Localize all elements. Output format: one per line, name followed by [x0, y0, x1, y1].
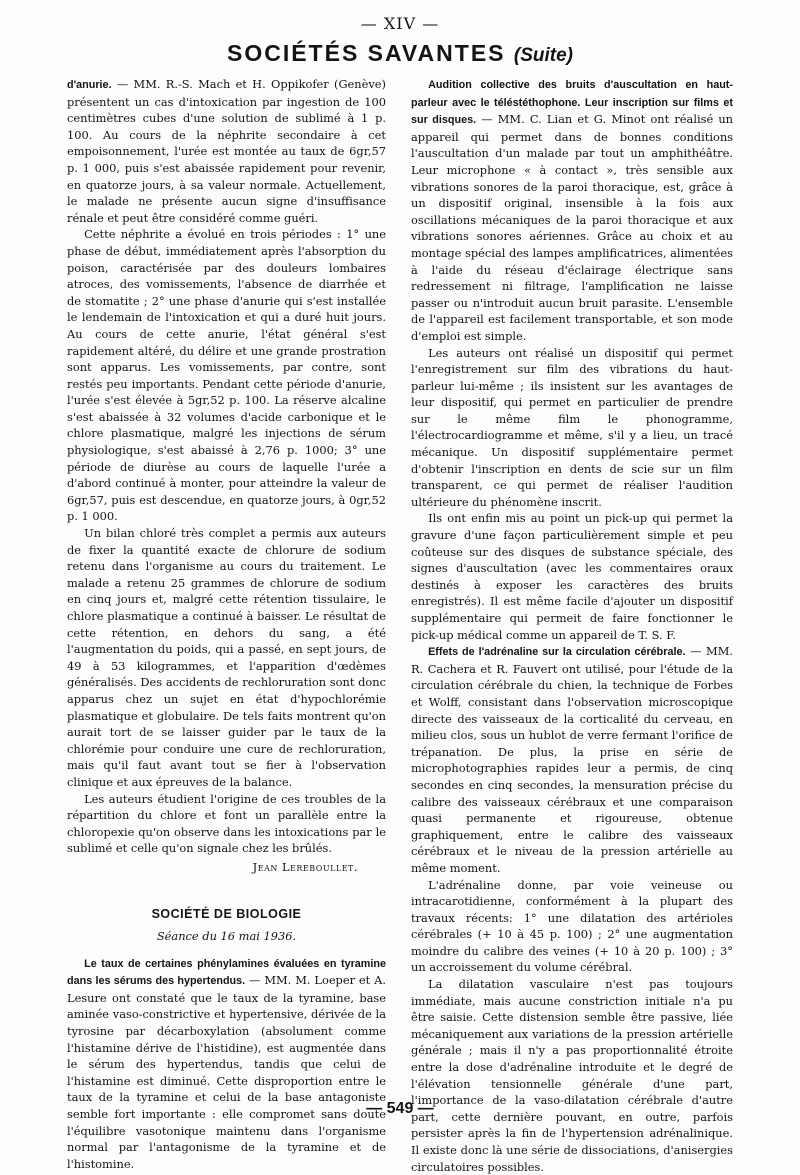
paragraph-text: — MM. R.-S. Mach et H. Oppikofer (Genève) présentent un cas d'intoxication par ingestion de 100 centimètres cubes d'une solution de sublimé à 1 p. 100. Au cours de la néphrite secondaire à cet empoisonnement, l'urée est montée au taux de 6gr,57 p. 1 000, puis s'est abaissée rapidement pour revenir, en quatorze jours, à sa valeur normale. Actuellement, le malade ne présente aucun signe d'insuffisance rénale et peut être considéré comme guéri.: [67, 77, 386, 225]
paragraph: La dilatation vasculaire n'est pas toujours immédiate, mais aucune constriction initiale n'a pu être saisie. Cette distension semble être passive, liée mécaniquement aux variations de la pression artérielle générale ; mais il n'y a pas proportionnalité étroite entre la dose d'adrénaline introduite et le degré de l'élévation tensionnelle générale d'une part, l'importance de la vaso-dilatation cérébrale d'autre part, cette dernière pouvant, en outre, parfois persister après la fin de l'hypertension adrénalinique. Il existe donc là une série de dissociations, d'anisergies circulatoires possibles.: [411, 977, 733, 1174]
section-title: SOCIÉTÉ DE BIOLOGIE: [151, 906, 302, 921]
header-suite: (Suite): [513, 45, 574, 66]
paragraph-lead: Le taux de certaines phénylamines évaluées en tyramine dans les sérums des hypertendus.: [67, 957, 386, 988]
right-column: [411, 76, 733, 1175]
paragraph: Cette néphrite a évolué en trois périodes : 1° une phase de début, immédiatement après l'absorption du poison, caractérisée par des douleurs lombaires atroces, des vomissements, l'absence de diarrhée et de stomatite ; 2° une phase d'anurie qui s'est installée le lendemain de l'intoxication et qui a duré huit jours. Au cours de cette anurie, l'état général s'est rapidement altéré, du délire et une grande prostration sont apparus. Les vomissements, par contre, sont restés peu importants. Pendant cette période d'anurie, l'urée s'est élevée à 5gr,52 p. 100. La réserve alcaline s'est abaissée à 32 volumes d'acide carbonique et le chlore plasmatique, malgré les injections de sérum physiologique, s'est abaissé à 2,76 p. 1000; 3° une période de diurèse au cours de laquelle l'urée a d'abord continué à monter, pour atteindre la valeur de 6gr,57, puis est descendue, en quatorze jours, à 0gr,52 p. 1 000.: [67, 227, 386, 524]
paragraph: [67, 76, 386, 226]
header-title: SOCIÉTÉS SAVANTES: [226, 40, 506, 66]
paragraph-lead: d'anurie.: [67, 79, 112, 91]
paragraph: Les auteurs étudient l'origine de ces troubles de la répartition du chlore et font un parallèle entre la chloropexie qu'on observe dans les intoxications par le sublimé et celle qu'on signale chez les brûlés.: [67, 791, 386, 856]
paragraph-text: — MM. C. Lian et G. Minot ont réalisé un appareil qui permet dans de bonnes conditions l'auscultation d'un malade par tout un amphithéâtre. Leur microphone « à contact », très sensible aux vibrations sonores de la paroi thoracique, est, grâce à un dispositif original, insensible à la fois aux oscillations mécaniques de la paroi thoracique et aux vibrations sonores aériennes. Grâce au choix et au montage spécial des lampes amplificatrices, alimentées à l'aide du réseau d'éclairage électrique sans redressement ni filtrage, l'amplification ne laisse passer ou n'introduit aucun bruit parasite. L'ensemble de l'appareil est facilement transportable, et son mode d'emploi est simple.: [411, 112, 733, 343]
author-signature: Jean Lereboullet.: [252, 859, 358, 874]
paragraph-lead: Effets de l'adrénaline sur la circulation cérébrale.: [428, 646, 686, 659]
paragraph: Ils ont enfin mis au point un pick-up qui permet la gravure d'une façon particulièrement simple et peu coûteuse sur des disques de substance spéciale, des signes d'auscultation (avec les commentaires oraux destinés à exposer les caractères des bruits enregistrés). Il est même facile d'ajouter un dispositif supplémentaire qui permeit de faire fonctionner le pick-up médical comme un appareil de T. S. F.: [411, 511, 733, 642]
page-number: — 549 —: [366, 1100, 434, 1117]
paragraph: Un bilan chloré très complet a permis aux auteurs de fixer la quantité exacte de chlorure de sodium retenu dans l'organisme au cours du traitement. Le malade a retenu 25 grammes de chlorure de sodium en cinq jours et, malgré cette rétention tissulaire, le chlore plasmatique a continué à baisser. Le résultat de cette rétention, en dehors du sang, a été l'augmentation du poids, qui a passé, en sept jours, de 49 à 53 kilogrammes, et l'apparition d'œdèmes généralisés. Des accidents de rechloruration sont donc apparus chez un sujet en état d'hypochlorémie plasmatique et globulaire. De tels faits montrent qu'on aurait tort de se laisser guider par le taux de la chlorémie pour conduire une cure de rechloruration, mais qu'il faut avant tout se fier à l'observation clinique et aux épreuves de la balance.: [67, 526, 386, 789]
paragraph-text: — MM. M. Loeper et A. Lesure ont constaté que le taux de la tyramine, base aminée vaso-constrictive et hypertensive, dérivée de la tyrosine par décarboxylation (absolument comme l'histamine dérive de l'histidine), est augmentée dans le sérum des hypertendus, tandis que celui de l'histamine est diminué. Cette disproportion entre le taux de la tyramine et celui de la base antagoniste semble fort importante : elle compromet sans doute l'équilibre vasotonique maintenu dans l'organisme normal par l'antagonisme de la tyramine et de l'histomine.: [67, 973, 387, 1171]
page-roman-numeral: — XIV —: [360, 14, 440, 33]
paragraph-text: — MM. R. Cachera et R. Fauvert ont utilisé, pour l'étude de la circulation cérébrale du chien, la technique de Forbes et Wolff, consistant dans l'observation microscopique directe des vaisseaux de la corticalité du cerveau, en milieu clos, sous un hublot de verre fermant l'orifice de trépanation. De plus, la prise en série de microphotographies rapides leur a permis, de cinq secondes en cinq secondes, la mensuration précise du calibre des vaisseaux cérébraux et une comparaison quasi permanente et rigoureuse, obtenue graphiquement, entre le calibre des vaisseaux cérébraux et le niveau de la pression artérielle au même moment.: [411, 644, 733, 875]
paragraph: [411, 76, 733, 345]
paragraph: [67, 955, 386, 1173]
page-header: [0, 40, 800, 67]
left-column: [67, 76, 386, 1172]
paragraph: Les auteurs ont réalisé un dispositif qui permet l'enregistrement sur film des vibrations du haut-parleur lui-même ; ils insistent sur les avantages de leur dispositif, qui permet en particulier de prendre sur le même film le phonogramme, l'électrocardiogramme et même, s'il y a lieu, un tracé mécanique. Un dispositif supplémentaire permet d'obtenir l'inscription en dents de scie sur un film transparent, ce qui permet de réaliser l'audition ultérieure du phénomène inscrit.: [411, 345, 733, 509]
paragraph-lead: Audition collective des bruits d'auscultation en haut-parleur avec le téléstéthophone. Leur inscription sur films et sur disques.: [411, 79, 733, 127]
paragraph: [411, 643, 733, 876]
paragraph: L'adrénaline donne, par voie veineuse ou intracarotidienne, conformément à la plupart des travaux récents: 1° une dilatation des artérioles cérébrales (+ 10 à 45 p. 100) ; 2° une augmentation moindre du calibre des veines (+ 10 à 20 p. 100) ; 3° un accroissement du volume cérébral.: [411, 877, 733, 975]
section-date: Séance du 16 mai 1936.: [156, 929, 297, 944]
